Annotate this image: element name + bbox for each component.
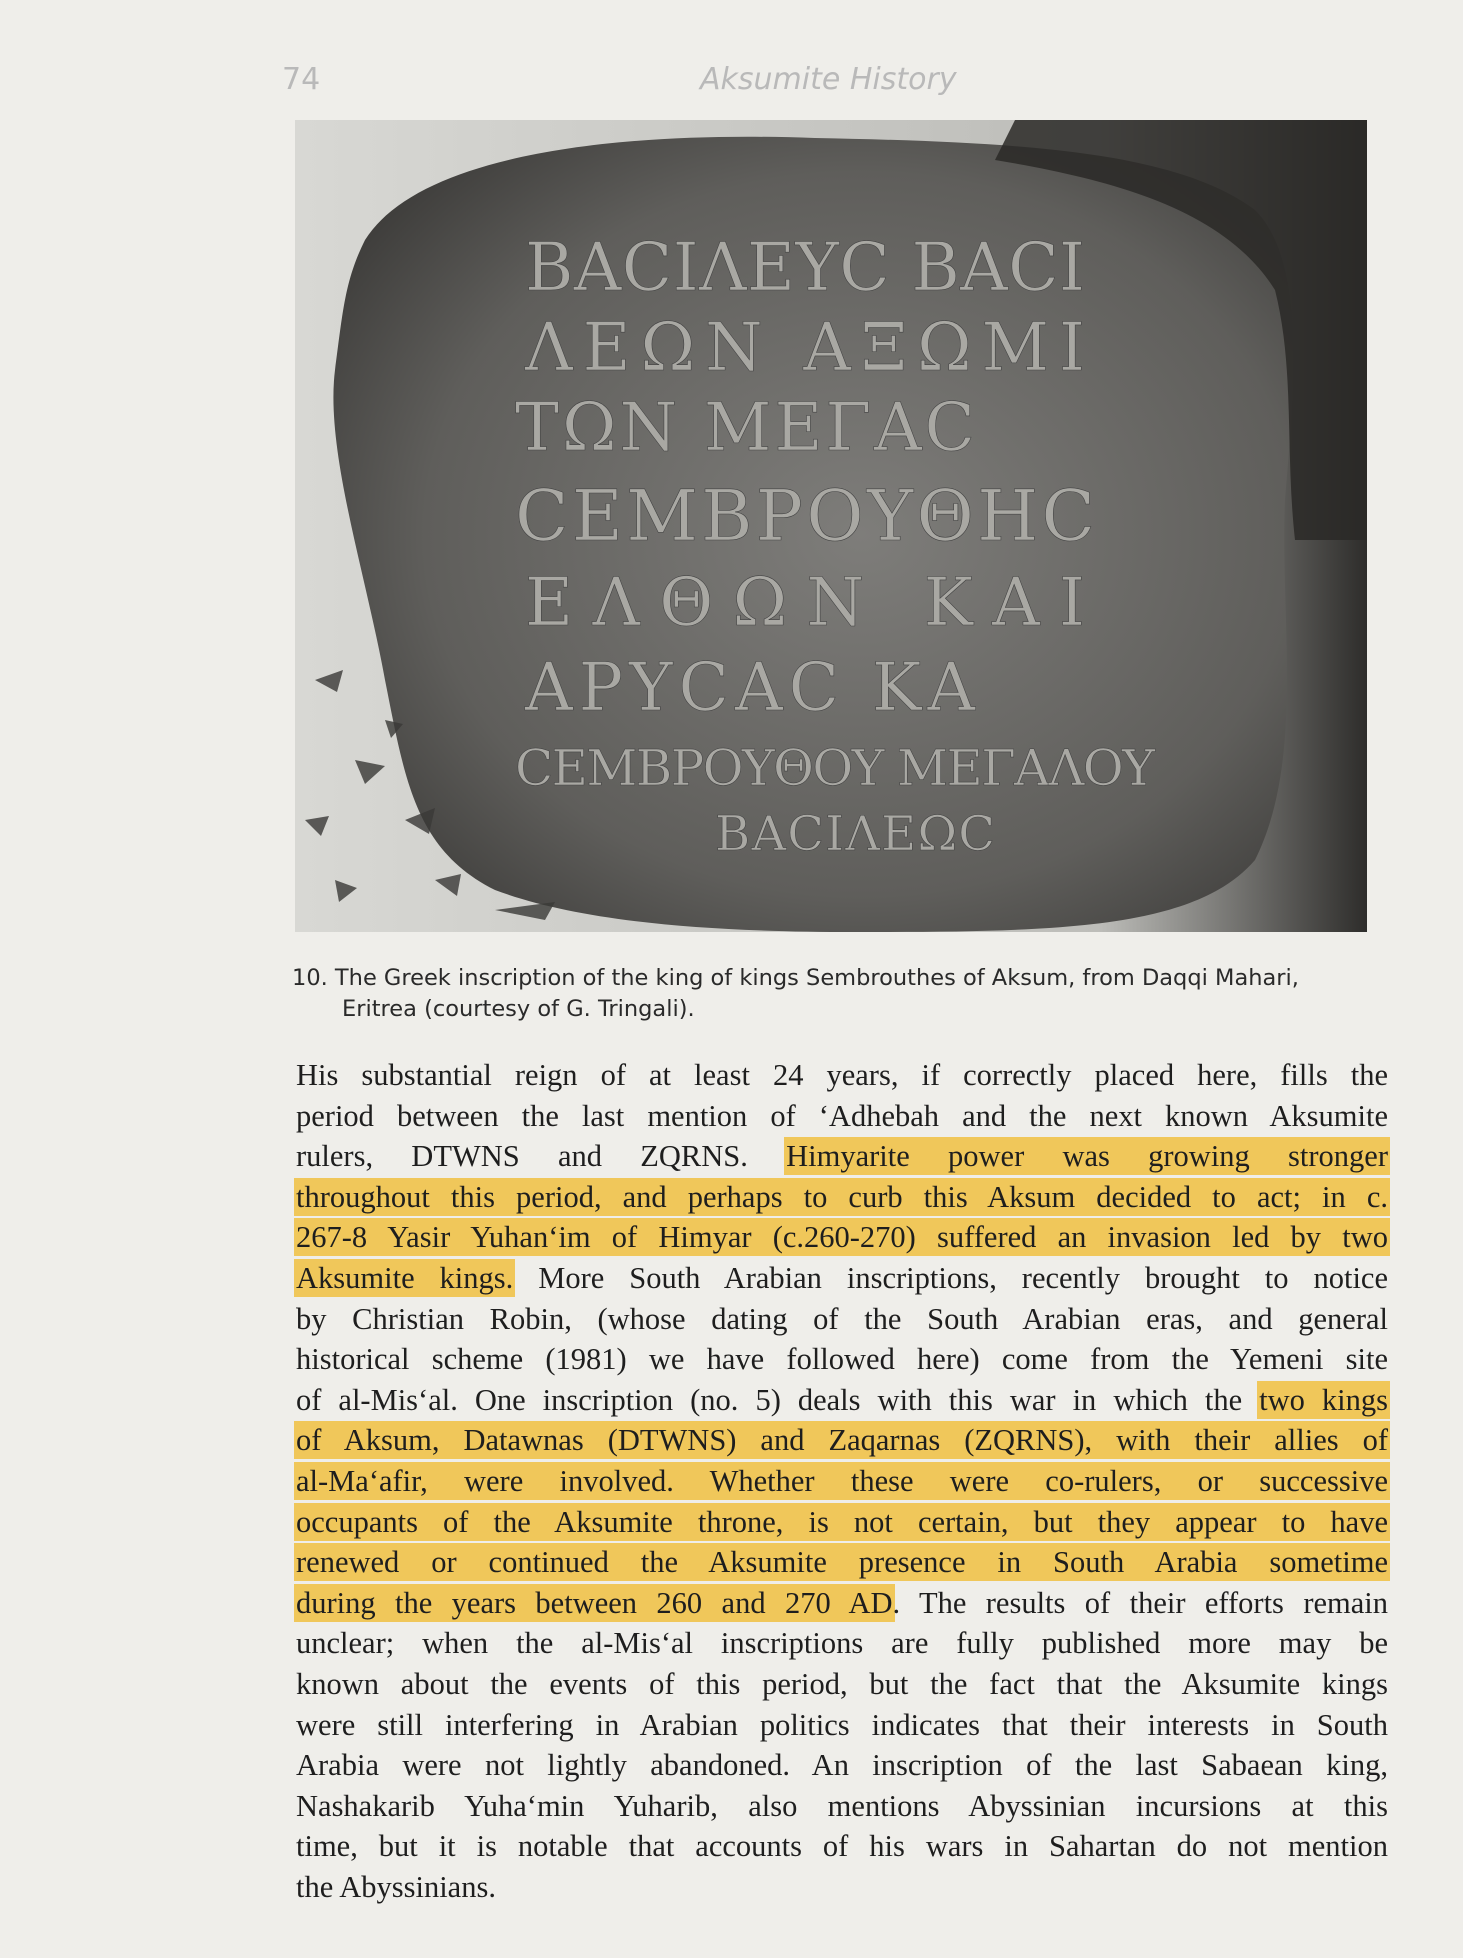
text-line bbox=[296, 1583, 1388, 1624]
caption-line: 10. The Greek inscription of the king of kings Sembrouthes of Aksum, from Daqqi Mahari, bbox=[292, 965, 1299, 991]
text-line: period between the last mention of ‘Adhebah and the next known Aksumite bbox=[296, 1098, 1388, 1133]
highlighted-text: during the years between 260 and 270 AD bbox=[296, 1585, 893, 1620]
text-line: time, but it is notable that accounts of his wars in Sahartan do not mention bbox=[296, 1829, 1388, 1864]
running-head bbox=[282, 62, 1382, 102]
text-line bbox=[296, 1380, 1388, 1421]
figure-caption bbox=[292, 963, 1382, 1025]
text-line: His substantial reign of at least 24 years, if correctly placed here, fills the bbox=[296, 1058, 1388, 1092]
text-line bbox=[296, 1542, 1388, 1583]
text-line: Arabia were not lightly abandoned. An inscription of the last Sabaean king, bbox=[296, 1748, 1388, 1783]
inscription-line: CΕΜΒΡΟΥΘΟΥ ΜΕΓΑΛΟΥ bbox=[515, 739, 1155, 797]
inscription-photo bbox=[295, 120, 1367, 932]
text-segment: More South Arabian inscriptions, recently brought to notice bbox=[513, 1260, 1388, 1295]
inscription-line: ΒΑCΙΛΕΥC ΒΑCΙ bbox=[525, 229, 1085, 306]
inscription-lines bbox=[515, 229, 1156, 862]
text-line: by Christian Robin, (whose dating of the South Arabian eras, and general bbox=[296, 1301, 1388, 1336]
highlighted-text: al-Ma‘afir, were involved. Whether these were co-rulers, or successive bbox=[296, 1463, 1388, 1498]
highlighted-text: 267-8 Yasir Yuhan‘im of Himyar (c.260-270) suffered an invasion led by two bbox=[296, 1220, 1388, 1255]
inscription-line: ΑΡΥCΑC ΚΑ bbox=[525, 649, 975, 726]
inscription-stone-image bbox=[295, 120, 1367, 932]
text-line bbox=[296, 1502, 1388, 1543]
inscription-line: ΤΩΝ ΜΕΓΑC bbox=[515, 389, 975, 466]
highlighted-text: renewed or continued the Aksumite presence in South Arabia sometime bbox=[296, 1545, 1388, 1580]
highlighted-text: throughout this period, and perhaps to curb this Aksum decided to act; in c. bbox=[296, 1179, 1388, 1214]
inscription-line: ΕΛΘΩΝ ΚΑΙ bbox=[525, 564, 1085, 641]
inscription-line: ΛΕΩΝ ΑΞΩΜΙ bbox=[525, 309, 1085, 386]
text-line: historical scheme (1981) we have followed here) come from the Yemeni site bbox=[296, 1342, 1388, 1377]
text-line bbox=[296, 1258, 1388, 1299]
text-line: the Abyssinians. bbox=[296, 1869, 496, 1904]
highlighted-text: of Aksum, Datawnas (DTWNS) and Zaqarnas (ZQRNS), with their allies of bbox=[296, 1423, 1388, 1458]
text-line bbox=[296, 1136, 1388, 1177]
text-segment: rulers, DTWNS and ZQRNS. bbox=[296, 1139, 787, 1174]
text-line bbox=[296, 1217, 1388, 1258]
highlighted-text: Aksumite kings. bbox=[296, 1260, 514, 1295]
text-line: unclear; when the al-Mis‘al inscriptions are fully published more may be bbox=[296, 1626, 1388, 1661]
page-number: 74 bbox=[282, 62, 321, 97]
highlighted-text: two kings bbox=[1259, 1382, 1388, 1417]
text-line bbox=[296, 1420, 1388, 1461]
body-paragraph bbox=[296, 1055, 1388, 1907]
text-segment: of al-Mis‘al. One inscription (no. 5) deals with this war in which the bbox=[296, 1382, 1260, 1417]
text-segment: . The results of their efforts remain bbox=[892, 1585, 1388, 1620]
inscription-line: CΕΜΒΡΟΥΘΗC bbox=[515, 475, 1095, 557]
text-line: Nashakarib Yuha‘min Yuharib, also mentions Abyssinian incursions at this bbox=[296, 1788, 1388, 1823]
text-line: were still interfering in Arabian politics indicates that their interests in South bbox=[296, 1707, 1388, 1742]
text-line bbox=[296, 1177, 1388, 1218]
highlighted-text: Himyarite power was growing stronger bbox=[786, 1139, 1388, 1174]
inscription-line: ΒΑCΙΛΕΩC bbox=[715, 806, 995, 862]
caption-line: Eritrea (courtesy of G. Tringali). bbox=[342, 996, 695, 1022]
text-line: known about the events of this period, but the fact that the Aksumite kings bbox=[296, 1666, 1388, 1701]
highlighted-text: occupants of the Aksumite throne, is not certain, but they appear to have bbox=[296, 1504, 1388, 1539]
running-title: Aksumite History bbox=[700, 62, 957, 97]
text-line bbox=[296, 1461, 1388, 1502]
